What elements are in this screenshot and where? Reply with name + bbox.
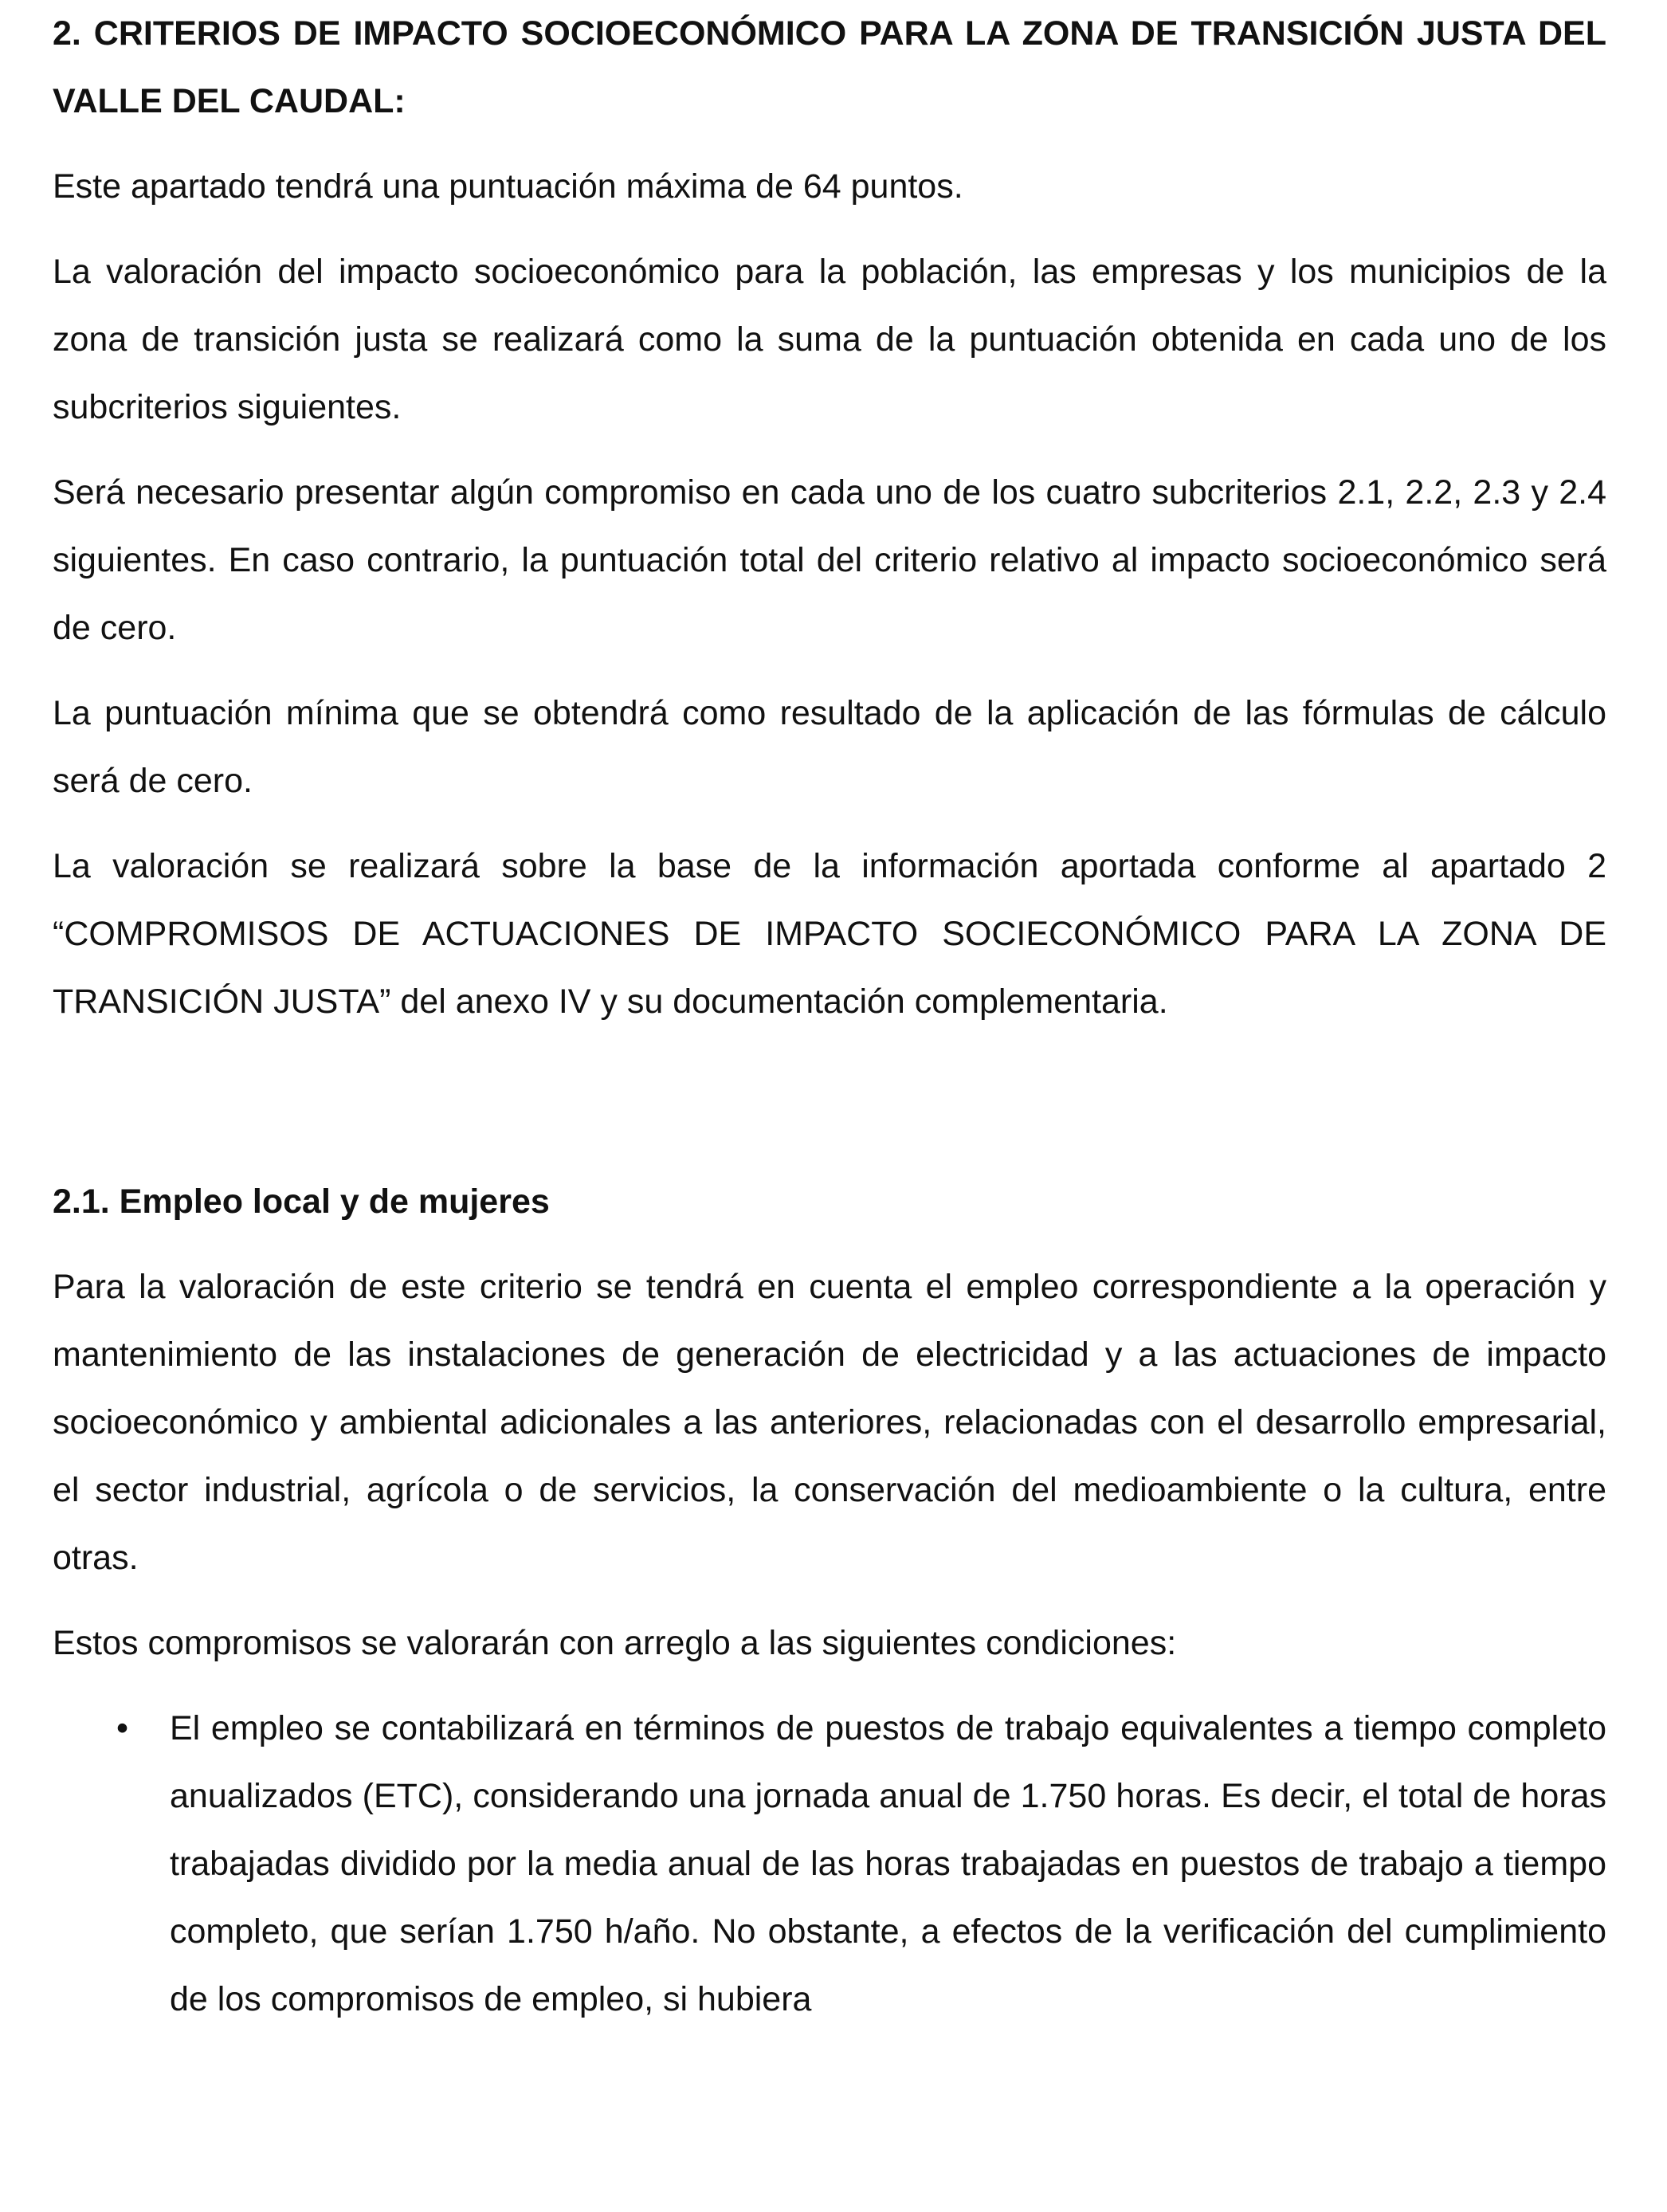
- paragraph-employment-criterion: Para la valoración de este criterio se tendrá en cuenta el empleo correspondiente a la operación y mantenimiento de las instalaciones de generación de electricidad y a las actuaciones de impacto socioeconómico y ambiental adicionales a las anteriores, relacionadas con el desarrollo empresarial, el sector industrial, agrícola o de servicios, la conservación del medioambiente o la cultura, entre otras.: [53, 1268, 1606, 1577]
- paragraph-valuation-sum: La valoración del impacto socioeconómico para la población, las empresas y los municipios de la zona de transición justa se realizará como la suma de la puntuación obtenida en cada uno de los subcriterios siguientes.: [53, 253, 1606, 426]
- list-item-text: El empleo se contabilizará en términos de puestos de trabajo equivalentes a tiempo completo anualizados (ETC), considerando una jornada anual de 1.750 horas. Es decir, el total de horas trabajadas dividido por la media anual de las horas trabajadas en puestos de trabajo a tiempo completo, que serían 1.750 h/año. No obstante, a efectos de la verificación del cumplimiento de los compromisos de empleo, si hubiera: [170, 1709, 1606, 2018]
- conditions-list: [53, 1695, 1606, 2034]
- paragraph-conditions-intro: Estos compromisos se valorarán con arreglo a las siguientes condiciones:: [53, 1624, 1177, 1662]
- document-page: [53, 0, 1606, 2034]
- paragraph-information-basis: La valoración se realizará sobre la base de la información aportada conforme al apartado 2 “COMPROMISOS DE ACTUACIONES DE IMPACTO SOCIECONÓMICO PARA LA ZONA DE TRANSICIÓN JUSTA” del anexo IV y su documentación complementaria.: [53, 847, 1606, 1021]
- list-item: [53, 1695, 1606, 2034]
- paragraph-minimum-score: La puntuación mínima que se obtendrá como resultado de la aplicación de las fórmulas de cálculo será de cero.: [53, 694, 1606, 800]
- paragraph-max-score: Este apartado tendrá una puntuación máxima de 64 puntos.: [53, 167, 963, 206]
- paragraph-required-commitment: Será necesario presentar algún compromiso en cada uno de los cuatro subcriterios 2.1, 2.2, 2.3 y 2.4 siguientes. En caso contrario, la puntuación total del criterio relativo al impacto socioeconómico será de cero.: [53, 473, 1606, 647]
- section-title: 2. CRITERIOS DE IMPACTO SOCIOECONÓMICO PARA LA ZONA DE TRANSICIÓN JUSTA DEL VALLE DEL CAUDAL:: [53, 14, 1606, 120]
- subsection-title: 2.1. Empleo local y de mujeres: [53, 1182, 550, 1221]
- bullet-icon: •: [116, 1709, 129, 1747]
